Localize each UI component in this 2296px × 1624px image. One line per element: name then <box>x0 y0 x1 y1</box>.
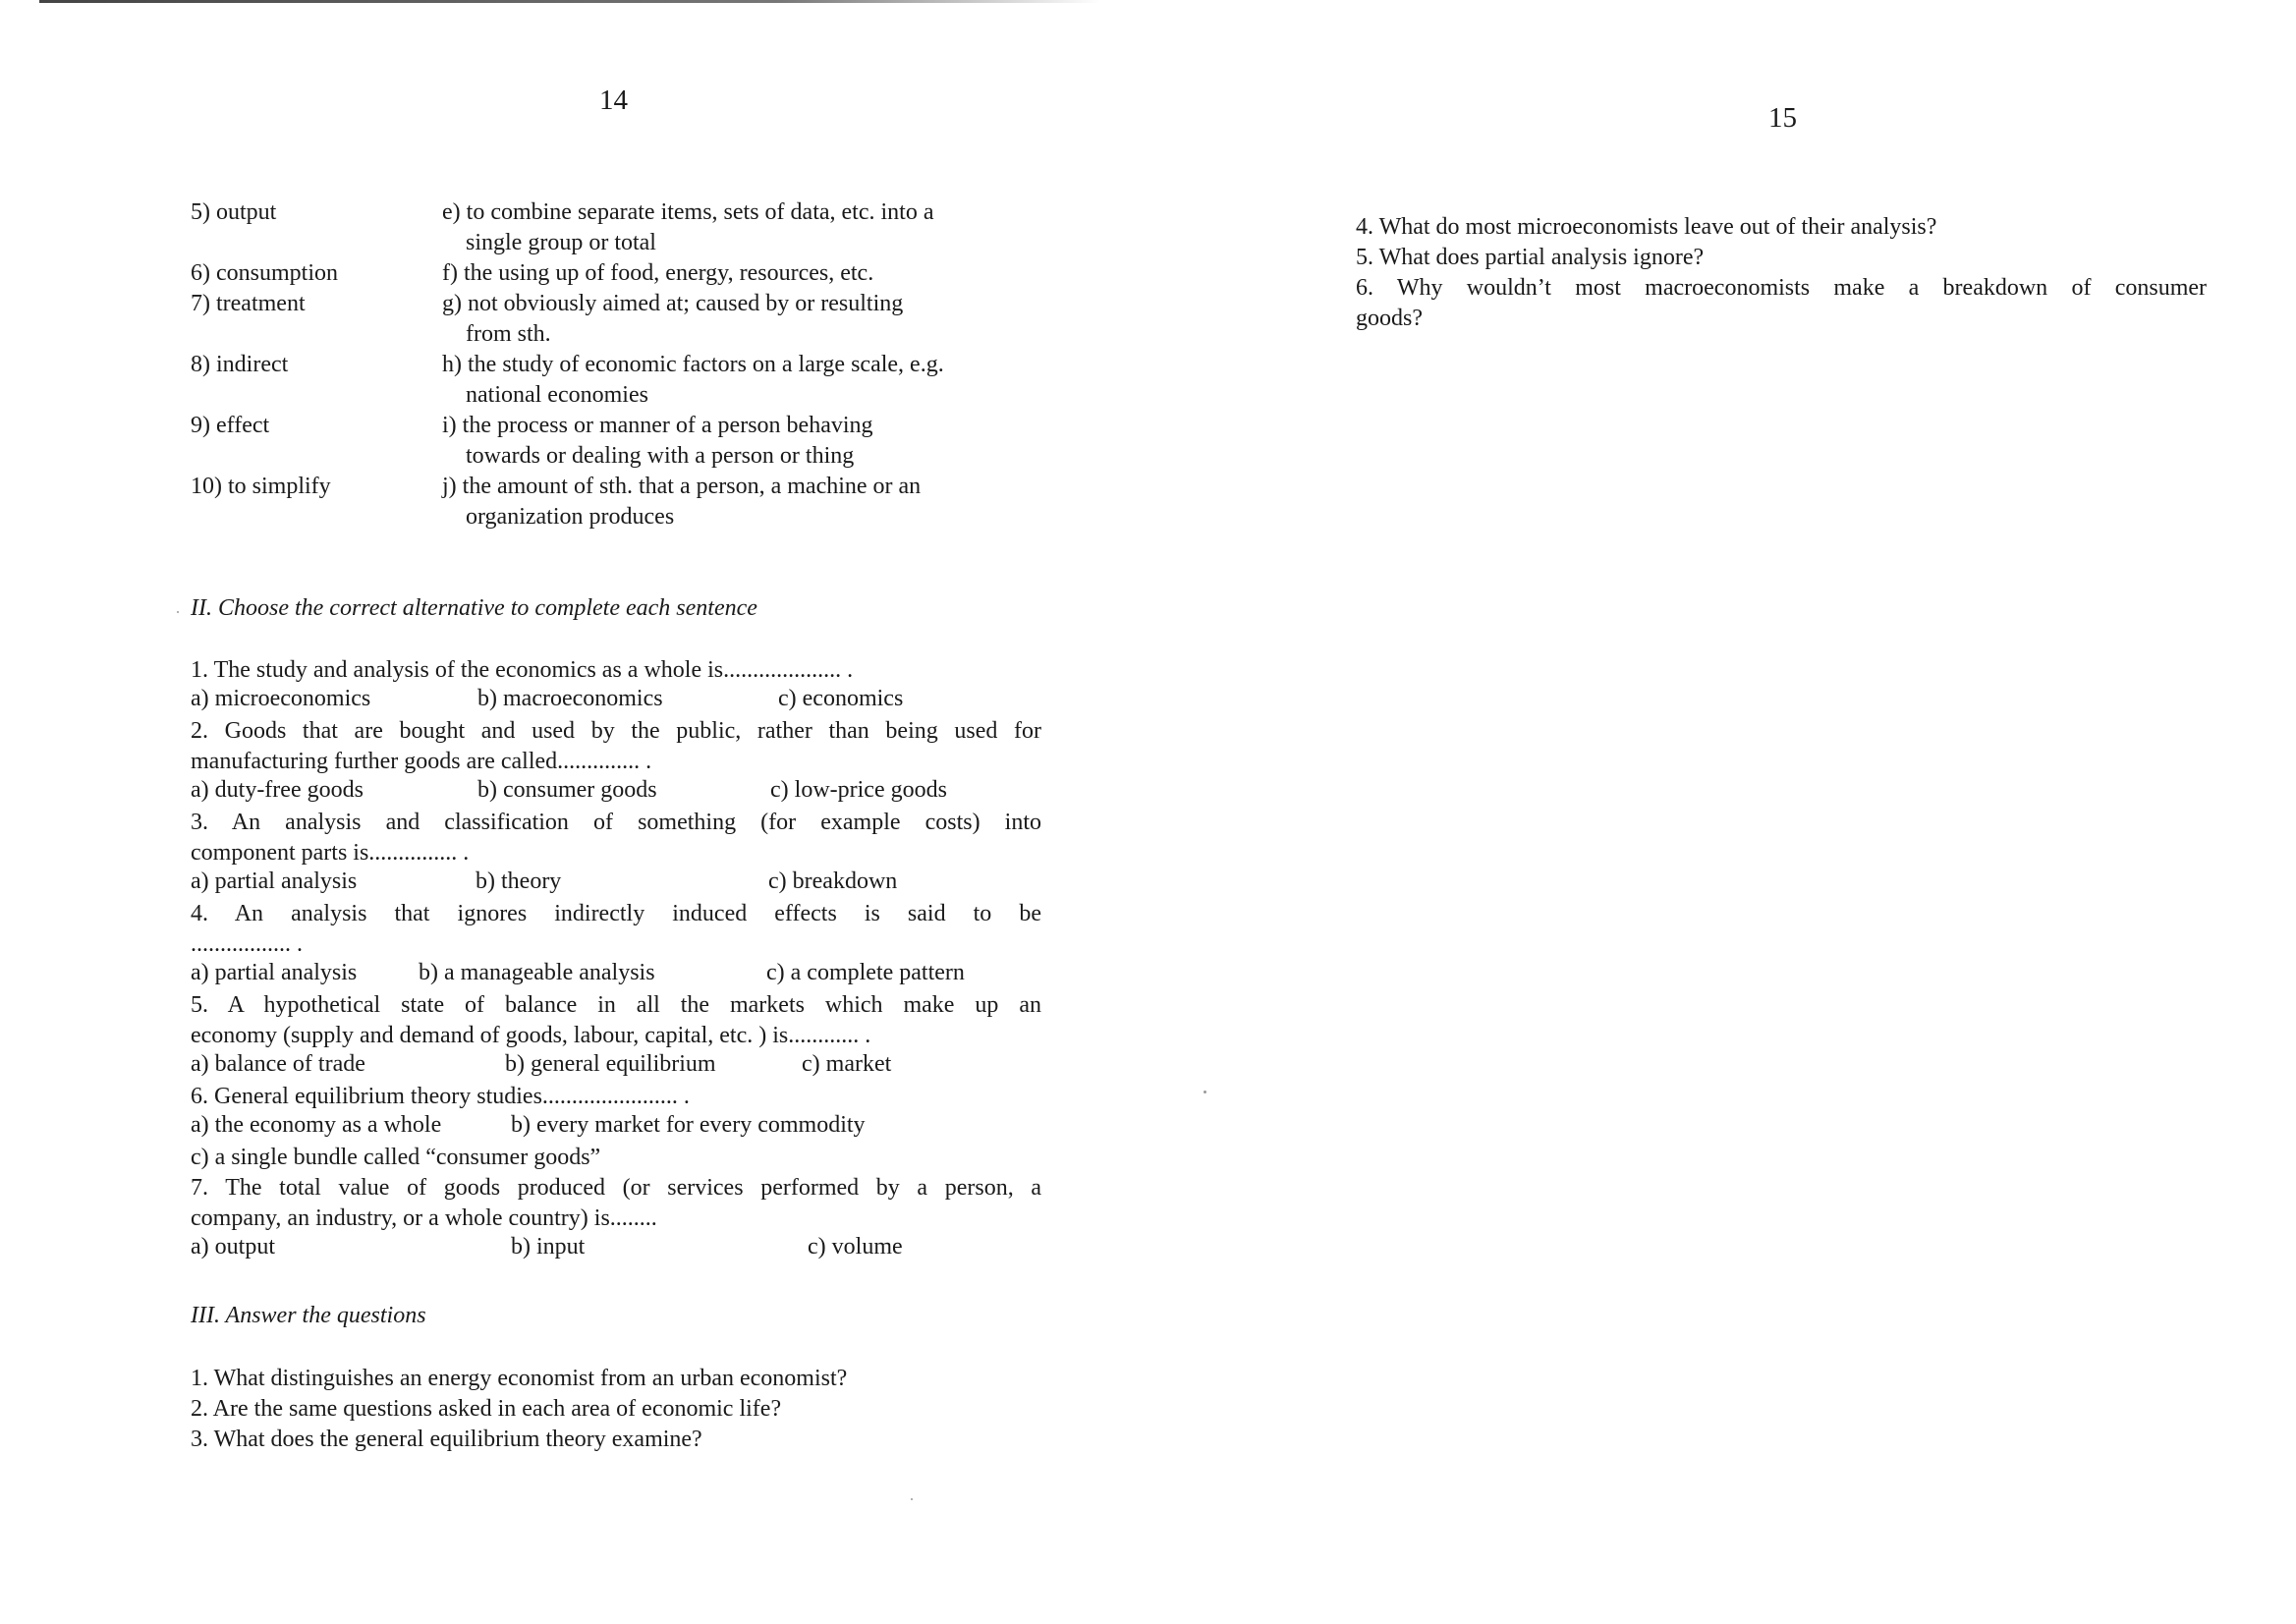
question-text: economy (supply and demand of goods, labour, capital, etc. ) is............ . <box>191 1023 871 1048</box>
question-options <box>191 960 1075 990</box>
question <box>191 655 1041 686</box>
section-3-heading: III. Answer the questions <box>191 1303 426 1328</box>
question-options <box>191 1234 1075 1264</box>
list-item: 6. Why wouldn’t most macroeconomists make a breakdown of consumer <box>1356 275 2207 301</box>
option: a) the economy as a whole <box>191 1112 442 1138</box>
question-text: 3. An analysis and classification of something (for example costs) into <box>191 810 1041 835</box>
list-item: 2. Are the same questions asked in each area of economic life? <box>191 1396 782 1422</box>
answer-questions-list <box>191 1364 1041 1455</box>
matching-definition: g) not obviously aimed at; caused by or resulting from sth. <box>442 291 904 347</box>
matching-definition: f) the using up of food, energy, resources, etc. <box>442 260 874 286</box>
question-options <box>191 1051 1075 1082</box>
option: c) a complete pattern <box>766 960 965 985</box>
matching-definition: j) the amount of sth. that a person, a machine or an organization produces <box>442 474 922 530</box>
option: b) theory <box>476 868 562 894</box>
question-options <box>191 1112 1075 1143</box>
option: a) duty-free goods <box>191 777 364 803</box>
question <box>191 1082 1041 1112</box>
list-item: 1. What distinguishes an energy economist from an urban economist? <box>191 1366 848 1391</box>
question-text: 5. A hypothetical state of balance in all the markets which make up an <box>191 992 1041 1018</box>
option: c) economics <box>778 686 904 711</box>
scan-edge-line <box>39 0 1100 3</box>
left-page-number: 14 <box>599 84 628 116</box>
matching-definition: h) the study of economic factors on a large scale, e.g. national economies <box>442 352 944 408</box>
matching-term: 5) output <box>191 199 277 225</box>
list-item: 3. What does the general equilibrium theory examine? <box>191 1427 702 1452</box>
question-text: component parts is............... . <box>191 840 470 866</box>
matching-definition: i) the process or manner of a person behaving towards or dealing with a person or thing <box>442 413 873 469</box>
question-options <box>191 777 1075 808</box>
option: b) macroeconomics <box>477 686 663 711</box>
list-item: 4. What do most microeconomists leave out of their analysis? <box>1356 214 1937 240</box>
right-page-number: 15 <box>1768 102 1797 134</box>
list-item: 5. What does partial analysis ignore? <box>1356 245 1705 270</box>
right-questions-list <box>1356 212 2207 334</box>
matching-term: 8) indirect <box>191 352 289 377</box>
question-text: 7. The total value of goods produced (or services performed by a person, a <box>191 1175 1041 1201</box>
matching-term: 9) effect <box>191 413 270 438</box>
option: a) microeconomics <box>191 686 371 711</box>
question-text: 6. General equilibrium theory studies....................... . <box>191 1084 690 1109</box>
option: c) a single bundle called “consumer goods” <box>191 1145 601 1170</box>
scan-speck <box>1204 1091 1206 1093</box>
option: b) a manageable analysis <box>419 960 655 985</box>
question <box>191 1173 1041 1234</box>
section-2-heading: II. Choose the correct alternative to complete each sentence <box>191 595 757 621</box>
option: c) volume <box>808 1234 903 1260</box>
scan-speck <box>911 1498 913 1500</box>
option: a) output <box>191 1234 275 1260</box>
question-options <box>191 868 1075 899</box>
matching-term: 10) to simplify <box>191 474 331 499</box>
question <box>191 899 1041 960</box>
question-text: company, an industry, or a whole country) is........ <box>191 1205 657 1231</box>
list-item: goods? <box>1356 306 1423 331</box>
option: c) market <box>802 1051 892 1077</box>
matching-term: 6) consumption <box>191 260 338 286</box>
option: b) every market for every commodity <box>511 1112 866 1138</box>
scan-speck <box>177 611 179 613</box>
question-text: ................. . <box>191 931 303 957</box>
question <box>191 716 1041 777</box>
question <box>191 808 1041 868</box>
matching-term: 7) treatment <box>191 291 306 316</box>
question-options <box>191 686 1075 716</box>
option: c) low-price goods <box>770 777 947 803</box>
question-text: 2. Goods that are bought and used by the public, rather than being used for <box>191 718 1041 744</box>
option: a) balance of trade <box>191 1051 365 1077</box>
option: a) partial analysis <box>191 868 358 894</box>
question-text: 1. The study and analysis of the economics as a whole is.................... . <box>191 657 854 683</box>
option: b) input <box>511 1234 586 1260</box>
option: b) general equilibrium <box>505 1051 716 1077</box>
option: c) breakdown <box>768 868 898 894</box>
option: b) consumer goods <box>477 777 657 803</box>
question-extra-option <box>191 1143 1041 1173</box>
question-text: 4. An analysis that ignores indirectly induced effects is said to be <box>191 901 1041 926</box>
matching-definition: e) to combine separate items, sets of data, etc. into a single group or total <box>442 199 934 255</box>
option: a) partial analysis <box>191 960 358 985</box>
question <box>191 990 1041 1051</box>
question-text: manufacturing further goods are called.............. . <box>191 749 652 774</box>
